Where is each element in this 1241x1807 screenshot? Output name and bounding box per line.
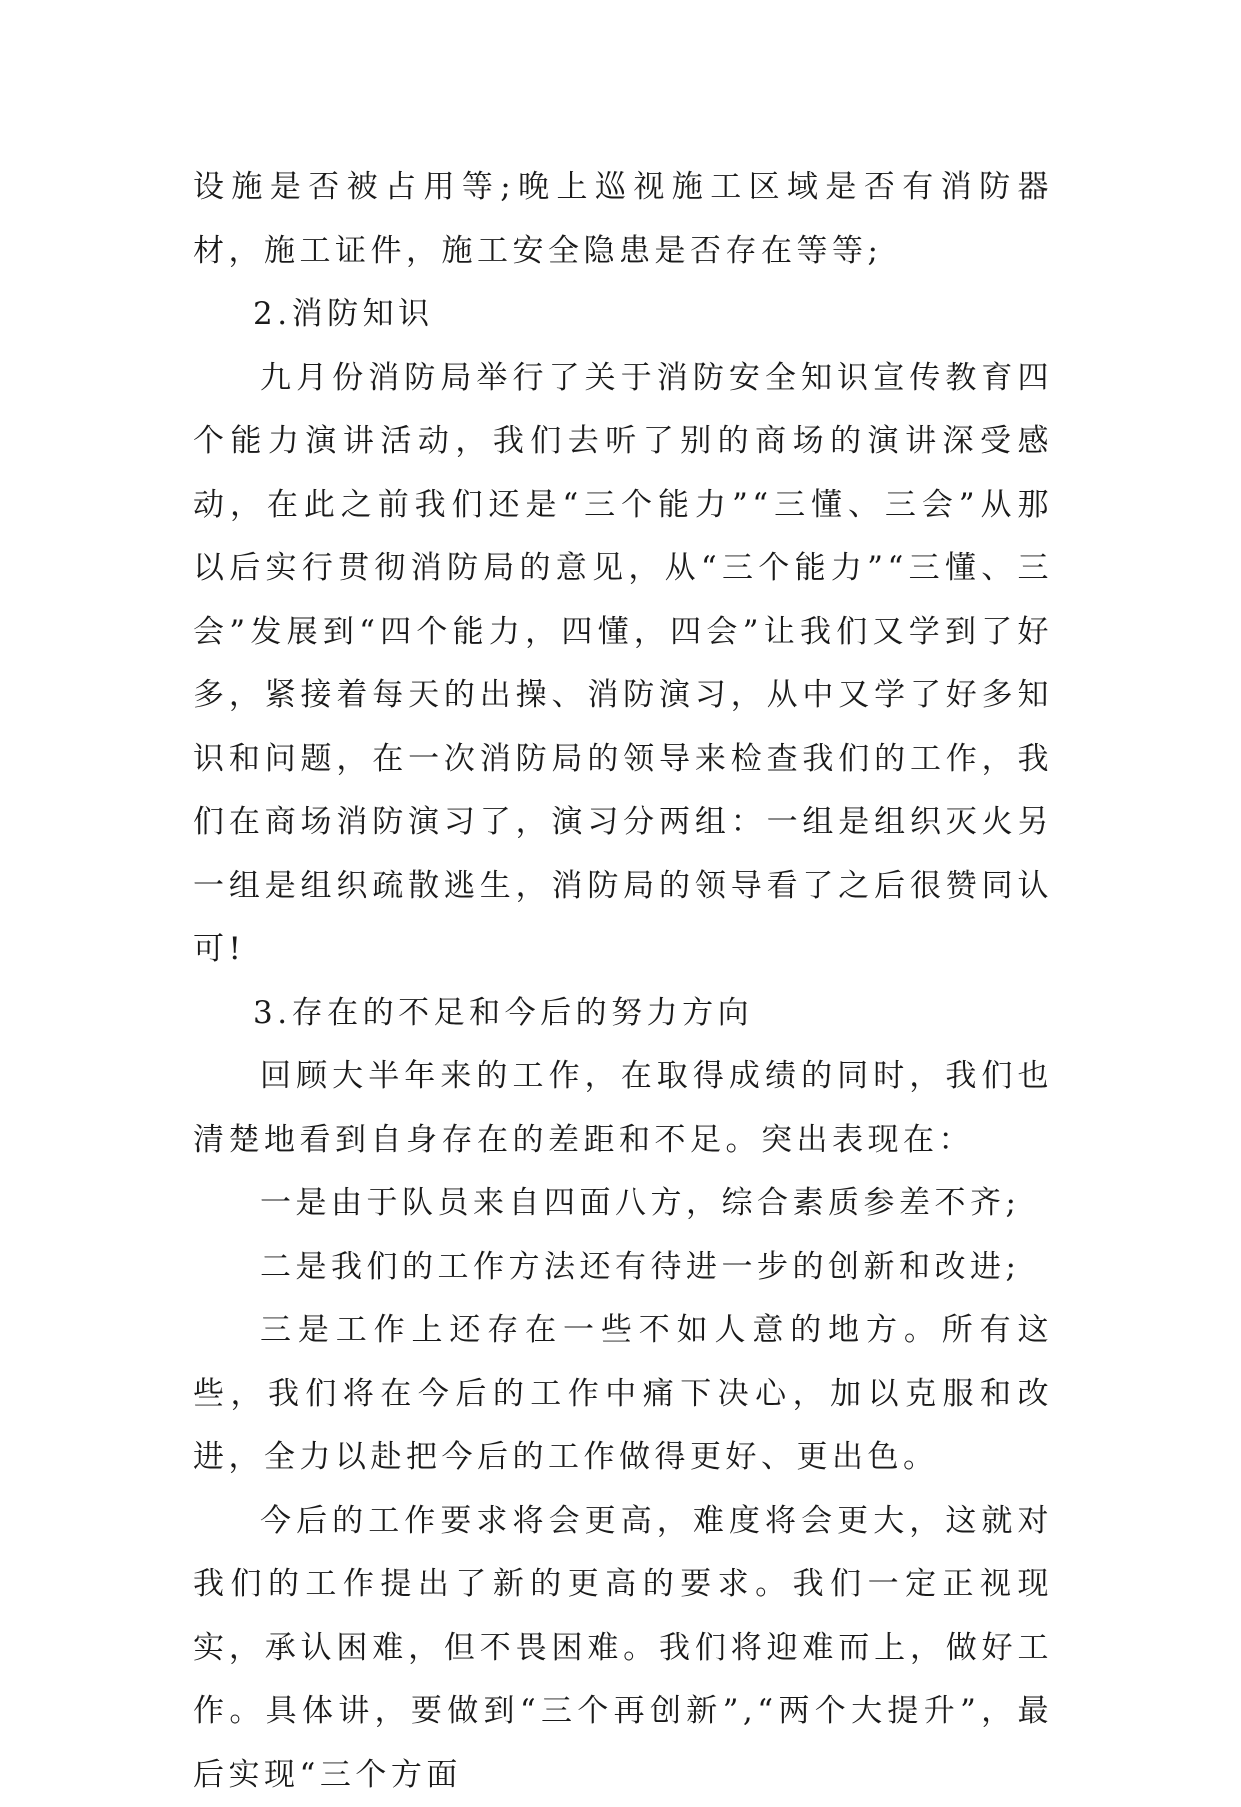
paragraph-point-three: 三是工作上还存在一些不如人意的地方。所有这些，我们将在今后的工作中痛下决心，加以克服和改进，全力以赴把今后的工作做得更好、更出色。 xyxy=(193,1299,1053,1490)
paragraph-continuation: 设施是否被占用等;晚上巡视施工区域是否有消防器材，施工证件，施工安全隐患是否存在等等; xyxy=(193,156,1053,283)
section-heading-fire-knowledge: 2.消防知识 xyxy=(193,283,1053,347)
paragraph-point-one: 一是由于队员来自四面八方，综合素质参差不齐; xyxy=(193,1172,1053,1236)
paragraph-review: 回顾大半年来的工作，在取得成绩的同时，我们也清楚地看到自身存在的差距和不足。突出表现在： xyxy=(193,1045,1053,1172)
section-heading-shortcomings: 3.存在的不足和今后的努力方向 xyxy=(193,982,1053,1046)
paragraph-future-requirements: 今后的工作要求将会更高，难度将会更大，这就对我们的工作提出了新的更高的要求。我们一定正视现实，承认困难，但不畏困难。我们将迎难而上，做好工作。具体讲，要做到“三个再创新”,“两个大提升”，最后实现“三个方面 xyxy=(193,1490,1053,1807)
document-body xyxy=(193,156,1053,1807)
paragraph-fire-knowledge: 九月份消防局举行了关于消防安全知识宣传教育四个能力演讲活动，我们去听了别的商场的演讲深受感动，在此之前我们还是“三个能力”“三懂、三会”从那以后实行贯彻消防局的意见，从“三个能力”“三懂、三会”发展到“四个能力，四懂，四会”让我们又学到了好多，紧接着每天的出操、消防演习，从中又学了好多知识和问题，在一次消防局的领导来检查我们的工作，我们在商场消防演习了，演习分两组：一组是组织灭火另一组是组织疏散逃生，消防局的领导看了之后很赞同认可! xyxy=(193,347,1053,982)
paragraph-point-two: 二是我们的工作方法还有待进一步的创新和改进; xyxy=(193,1236,1053,1300)
